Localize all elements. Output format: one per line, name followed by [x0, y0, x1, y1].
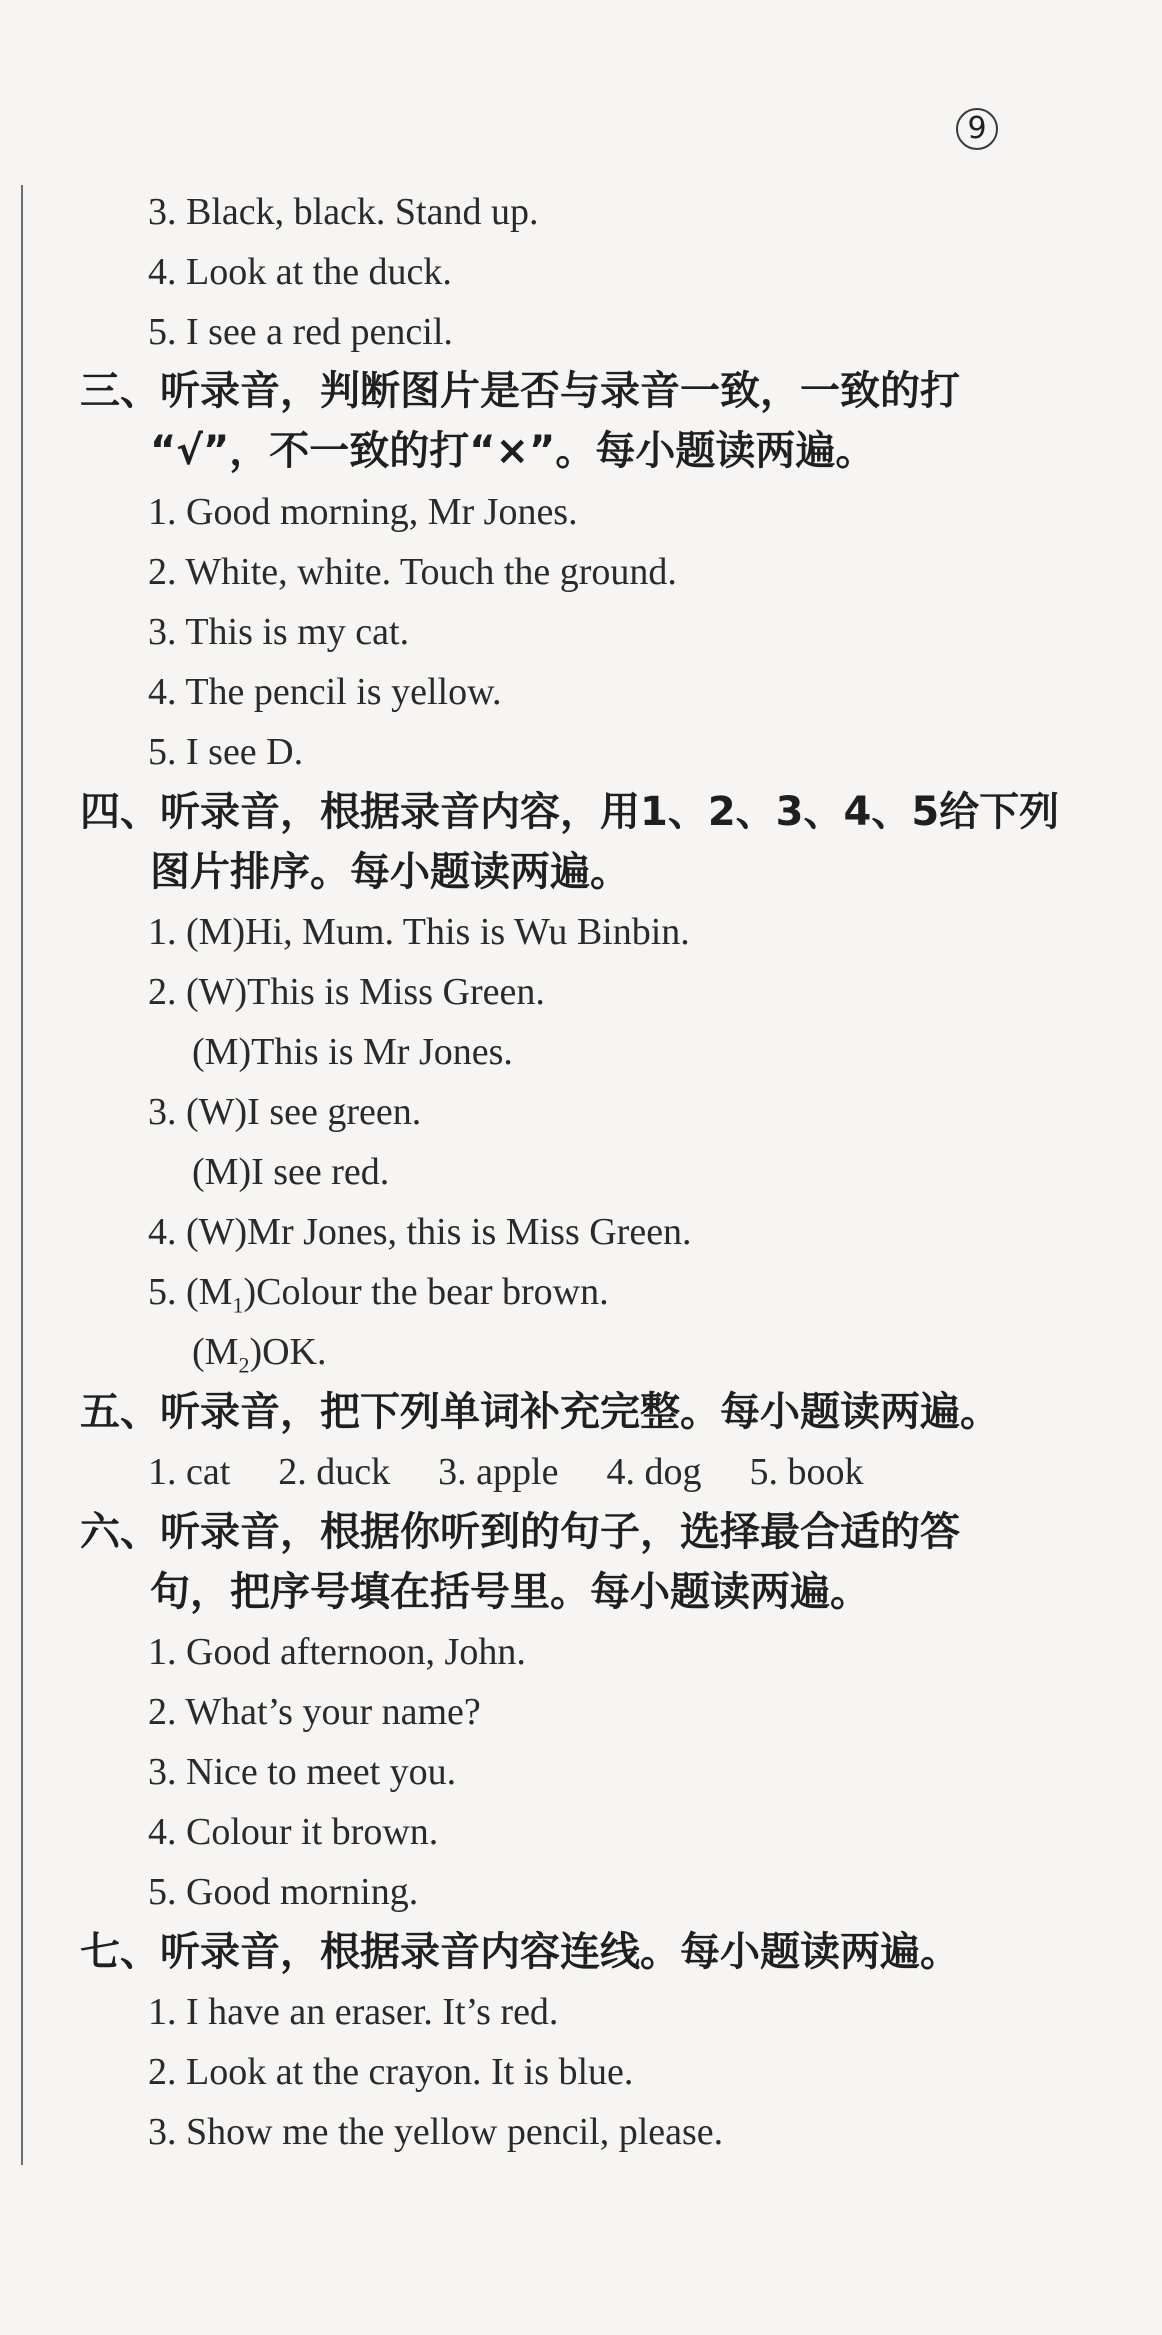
sec3-heading-line1: 三、听录音，判断图片是否与录音一致，一致的打 [80, 368, 960, 414]
sec5-word: 4. dog [606, 1451, 702, 1493]
sec5-word: 2. duck [278, 1451, 391, 1493]
sec3-item-3: 3. This is my cat. [148, 611, 410, 653]
sec3-item-1: 1. Good morning, Mr Jones. [148, 491, 578, 533]
sec6-item-5: 5. Good morning. [148, 1871, 419, 1913]
sec4-item-5: 5. $(M_1)Colour$ the bear brown. [148, 1271, 609, 1318]
sec4-heading-line2: 图片排序。每小题读两遍。 [150, 849, 630, 895]
sec6-item-3: 3. Nice to meet you. [148, 1751, 457, 1793]
block1-item-5: 5. I see a red pencil. [148, 311, 453, 353]
sec3-heading-line2: “√”，不一致的打“×”。每小题读两遍。 [150, 428, 876, 474]
sec4-item-3-reply: (M)I see red. [192, 1151, 390, 1193]
sec7-item-2: 2. Look at the crayon. It is blue. [148, 2051, 634, 2093]
sec5-word-row [148, 1453, 911, 1491]
sec3-item-2: 2. White, white. Touch the ground. [148, 551, 677, 593]
sec3-item-4: 4. The pencil is yellow. [148, 671, 502, 713]
sec7-item-3: 3. Show me the yellow pencil, please. [148, 2111, 724, 2153]
sec6-item-2: 2. What’s your name? [148, 1691, 481, 1733]
sec7-item-1: 1. I have an eraser. It’s red. [148, 1991, 559, 2033]
sec6-item-1: 1. Good afternoon, John. [148, 1631, 526, 1673]
sec4-item-1: 1. (M)Hi, Mum. This is Wu Binbin. [148, 911, 690, 953]
sec4-item-5-reply: $(M_2)OK$. [192, 1331, 327, 1378]
sec7-heading: 七、听录音，根据录音内容连线。每小题读两遍。 [80, 1929, 960, 1975]
sec5-heading: 五、听录音，把下列单词补充完整。每小题读两遍。 [80, 1389, 1000, 1435]
sec6-heading-line1: 六、听录音，根据你听到的句子，选择最合适的答 [80, 1509, 960, 1555]
sec6-item-4: 4. Colour it brown. [148, 1811, 439, 1853]
page-number: 9 [956, 108, 998, 150]
sec4-item-2: 2. (W)This is Miss Green. [148, 971, 545, 1013]
sec5-word: 3. apple [438, 1451, 559, 1493]
sec4-item-3: 3. (W)I see green. [148, 1091, 422, 1133]
sec6-heading-line2: 句，把序号填在括号里。每小题读两遍。 [150, 1569, 870, 1615]
sec4-item-4: 4. (W)Mr Jones, this is Miss Green. [148, 1211, 692, 1253]
margin-rule [21, 185, 23, 2165]
sec4-item-2-reply: (M)This is Mr Jones. [192, 1031, 513, 1073]
sec5-word: 1. cat [148, 1451, 231, 1493]
sec4-heading-line1: 四、听录音，根据录音内容，用1、2、3、4、5给下列 [80, 789, 1060, 835]
sec3-item-5: 5. I see D. [148, 731, 304, 773]
block1-item-4: 4. Look at the duck. [148, 251, 452, 293]
block1-item-3: 3. Black, black. Stand up. [148, 191, 539, 233]
sec5-word: 5. book [749, 1451, 864, 1493]
